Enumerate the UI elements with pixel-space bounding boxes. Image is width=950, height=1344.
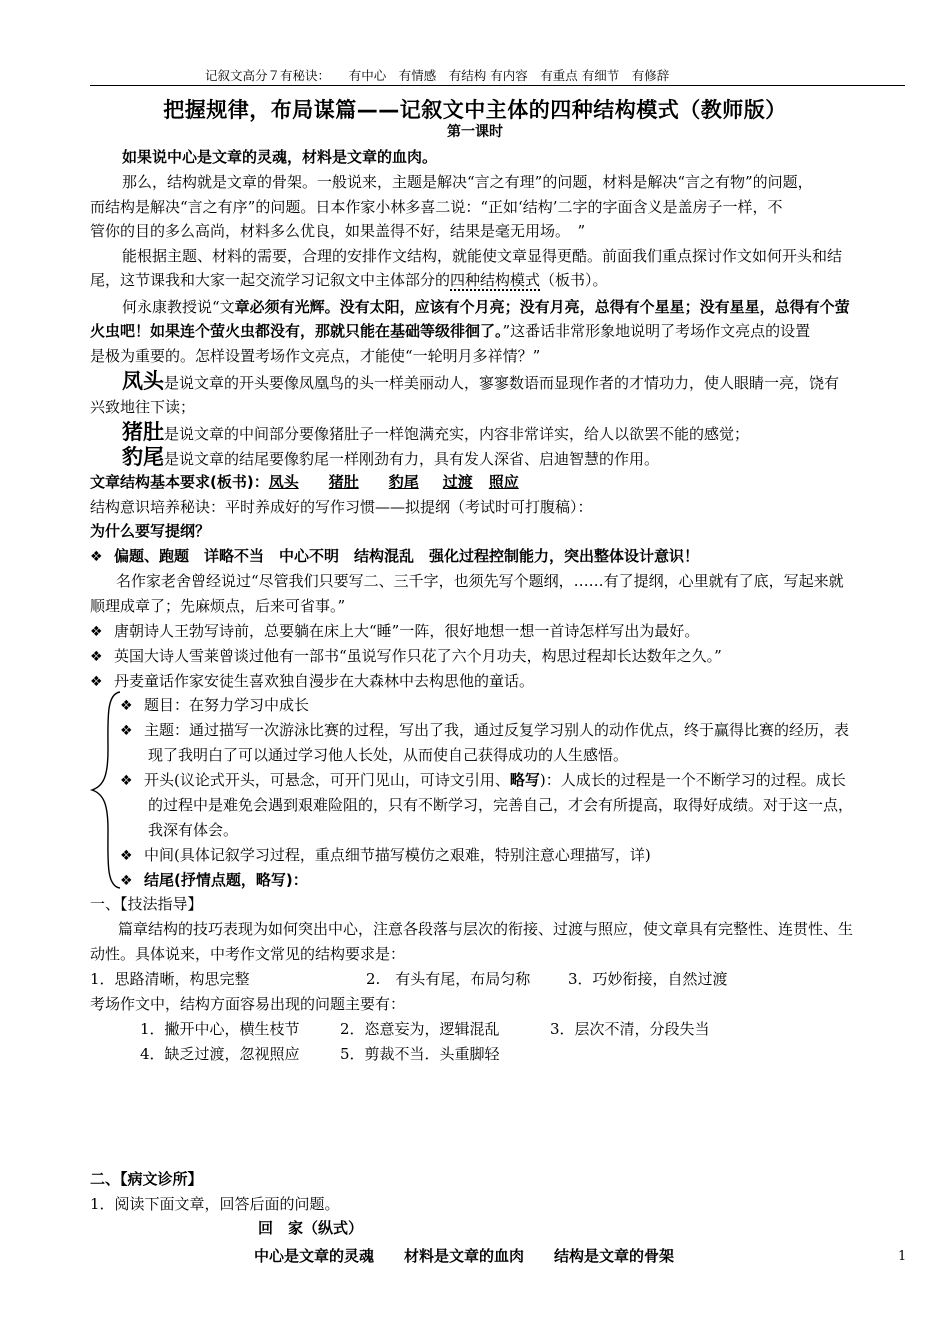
bullet-text: 英国大诗人雪莱曾谈过他有一部书“虽说写作只花了六个月功夫，构思过程却长达数年之久。” — [114, 647, 722, 665]
guide-requirement-2: 2. 有头有尾，布局匀称 — [366, 970, 531, 988]
quote-bold-2: 火虫吧！如果连个萤火虫都没有，那就只能在基础等级徘徊了。 — [90, 322, 503, 340]
page-number: 1 — [898, 1249, 907, 1264]
diamond-bullet-icon: ❖ — [90, 674, 103, 690]
outline-theme-line-1 — [120, 719, 849, 742]
guide-problems-label: 考场作文中，结构方面容易出现的问题主要有： — [90, 995, 406, 1013]
header-rule — [90, 85, 905, 86]
fengtou-term: 凤头 — [122, 369, 164, 393]
outline-opening-line-3: 我深有体会。 — [148, 821, 239, 839]
outline-theme-line-2: 现了我明白了可以通过学习他人长处，从而使自己获得成功的人生感悟。 — [148, 746, 629, 764]
requirement-item: 豹尾 — [388, 473, 419, 491]
guide-problem-2: 2．恣意妄为，逻辑混乱 — [340, 1020, 500, 1038]
guide-requirement-3: 3．巧妙衔接，自然过渡 — [568, 970, 728, 988]
fengtou-line-2: 兴致地往下读； — [90, 398, 196, 416]
outline-secret: 结构意识培养秘诀：平时养成好的写作习惯——拟提纲（考试时可打腹稿）： — [90, 498, 593, 516]
bullet-wangbo — [90, 620, 699, 643]
emphasized-phrase: 四种结构模式 — [450, 271, 541, 289]
outline-topic-text: 题目：在努力学习中成长 — [144, 696, 310, 714]
intro-paragraph-1-line-3: 管你的目的多么高尚，材料多么优良，如果盖得不好，结果是毫无用场。 ” — [90, 222, 586, 240]
diamond-bullet-icon: ❖ — [120, 848, 133, 864]
bullet-shelley — [90, 645, 722, 668]
guide-paragraph-line-2: 动性。具体说来，中考作文常见的结构要求是： — [90, 945, 406, 963]
intro-paragraph-2-line-1: 能根据主题、材料的需要，合理的安排作文结构，就能使文章显得更酷。前面我们重点探讨作文如何开头和结 — [122, 247, 843, 265]
guide-requirement-1: 1．思路清晰，构思完整 — [90, 970, 250, 988]
requirement-item: 凤头 — [268, 473, 299, 491]
zhudu-line — [122, 421, 749, 445]
outline-topic — [120, 694, 309, 717]
guide-problem-4: 4．缺乏过渡，忽视照应 — [140, 1045, 300, 1063]
bullet-bold-text: 偏题、跑题 详略不当 中心不明 结构混乱 强化过程控制能力，突出整体设计意识！ — [114, 547, 700, 565]
baowei-text: 是说文章的结尾要像豹尾一样刚劲有力，具有发人深省、启迪智慧的作用。 — [164, 450, 660, 468]
intro-paragraph-1-line-1: 那么，结构就是文章的骨架。一般说来，主题是解决“言之有理”的问题，材料是解决“言之有物”的问题， — [122, 173, 813, 191]
curly-brace-icon — [88, 690, 124, 890]
outline-middle — [120, 844, 651, 867]
outline-middle-text: 中间(具体记叙学习过程，重点细节描写模仿之艰难，特别注意心理描写，详) — [144, 846, 651, 864]
guide-problem-5: 5．剪裁不当．头重脚轻 — [340, 1045, 500, 1063]
outline-opening-line-1 — [120, 769, 846, 792]
outline-opening-line-2: 的过程中是难免会遇到艰难险阻的，只有不断学习，完善自己，才会有所提高，取得好成绩。对于这一点， — [148, 796, 854, 814]
opening-text-c: )：人成长的过程是一个不断学习的过程。成长 — [539, 771, 846, 789]
laoshe-quote-line-1: 名作家老舍曾经说过“尽管我们只要写二、三千字，也须先写个题纲，……有了提纲，心里就有了底，写起来就 — [116, 572, 844, 590]
diamond-bullet-icon: ❖ — [120, 773, 133, 789]
p3-text-b: ”这番话非常形象地说明了考场作文亮点的设置 — [502, 322, 811, 340]
requirement-item: 过渡 — [442, 473, 473, 491]
essay-title: 回 家（纵式） — [258, 1219, 364, 1237]
diamond-bullet-icon: ❖ — [120, 873, 133, 889]
intro-line: 如果说中心是文章的灵魂，材料是文章的血肉。 — [122, 148, 438, 166]
baowei-line — [122, 446, 659, 470]
intro-paragraph-2-line-2 — [90, 269, 608, 291]
zhudu-term: 猪肚 — [122, 420, 164, 444]
zhudu-text: 是说文章的中间部分要像猪肚子一样饱满充实，内容非常详实，给人以欲罢不能的感觉； — [164, 425, 750, 443]
fengtou-line-1 — [122, 370, 839, 394]
outline-ending — [120, 869, 308, 892]
bullet-andersen — [90, 670, 534, 693]
diagnosis-heading: 二、【病文诊所】 — [90, 1170, 203, 1188]
diamond-bullet-icon: ❖ — [90, 649, 103, 665]
opening-text-bold: 略写 — [509, 771, 540, 789]
page-header: 记叙文高分７有秘诀： 有中心 有情感 有结构 有内容 有重点 有细节 有修辞 — [205, 68, 670, 83]
diamond-bullet-icon: ❖ — [120, 723, 133, 739]
outline-theme-text: 主题：通过描写一次游泳比赛的过程，写出了我，通过反复学习别人的动作优点，终于赢得比赛的经历，表 — [144, 721, 850, 739]
guide-heading: 一、【技法指导】 — [90, 895, 203, 913]
intro-paragraph-3-line-1 — [122, 296, 850, 318]
opening-text-a: 开头(议论式开头，可悬念，可开门见山，可诗文引用、 — [144, 771, 510, 789]
diamond-bullet-icon: ❖ — [90, 549, 103, 565]
requirements-label: 文章结构基本要求(板书)： — [90, 473, 269, 491]
document-subtitle: 第一课时 — [447, 124, 503, 140]
outline-ending-text: 结尾(抒情点题，略写)： — [144, 871, 308, 889]
p3-text-a: 何永康教授说“文 — [122, 298, 235, 316]
guide-problem-3: 3．层次不清，分段失当 — [550, 1020, 710, 1038]
why-outline-question: 为什么要写提纲？ — [90, 522, 211, 540]
requirement-item: 猪肚 — [328, 473, 359, 491]
intro-paragraph-3-line-2 — [90, 320, 810, 342]
bullet-bold-line — [90, 545, 699, 568]
bullet-text: 唐朝诗人王勃写诗前，总要躺在床上大“睡”一阵，很好地想一想一首诗怎样写出为最好。 — [114, 622, 700, 640]
bullet-text: 丹麦童话作家安徒生喜欢独自漫步在大森林中去构思他的童话。 — [114, 672, 535, 690]
diamond-bullet-icon: ❖ — [90, 624, 103, 640]
p2-text-c: （板书）。 — [540, 271, 608, 289]
fengtou-text: 是说文章的开头要像凤凰鸟的头一样美丽动人，寥寥数语而显现作者的才情功力，使人眼睛一亮，饶有 — [164, 374, 840, 392]
p2-text-a: 尾，这节课我和大家一起交流学习记叙文中主体部分的 — [90, 271, 451, 289]
guide-problem-1: 1．撇开中心，横生枝节 — [140, 1020, 300, 1038]
quote-bold: 章必须有光辉。没有太阳，应该有个月亮；没有月亮，总得有个星星；没有星星，总得有个萤 — [234, 298, 850, 316]
document-title: 把握规律，布局谋篇——记叙文中主体的四种结构模式（教师版） — [163, 98, 787, 122]
intro-paragraph-3-line-3: 是极为重要的。怎样设置考场作文亮点，才能使“一轮明月多祥情？” — [90, 347, 541, 365]
requirement-item: 照应 — [488, 473, 519, 491]
guide-paragraph-line-1: 篇章结构的技巧表现为如何突出中心，注意各段落与层次的衔接、过渡与照应，使文章具有完整性、连贯性、生 — [118, 920, 854, 938]
intro-paragraph-1-line-2: 而结构是解决“言之有序”的问题。日本作家小林多喜二说：“正如‘结构’二字的字面含义是盖房子一样，不 — [90, 198, 783, 216]
footer-motto: 中心是文章的灵魂 材料是文章的血肉 结构是文章的骨架 — [254, 1247, 675, 1265]
diamond-bullet-icon: ❖ — [120, 698, 133, 714]
diagnosis-task: 1．阅读下面文章，回答后面的问题。 — [90, 1195, 340, 1213]
laoshe-quote-line-2: 顺理成章了；先麻烦点，后来可省事。” — [90, 597, 346, 615]
baowei-term: 豹尾 — [122, 445, 164, 469]
requirements-line — [90, 471, 519, 493]
